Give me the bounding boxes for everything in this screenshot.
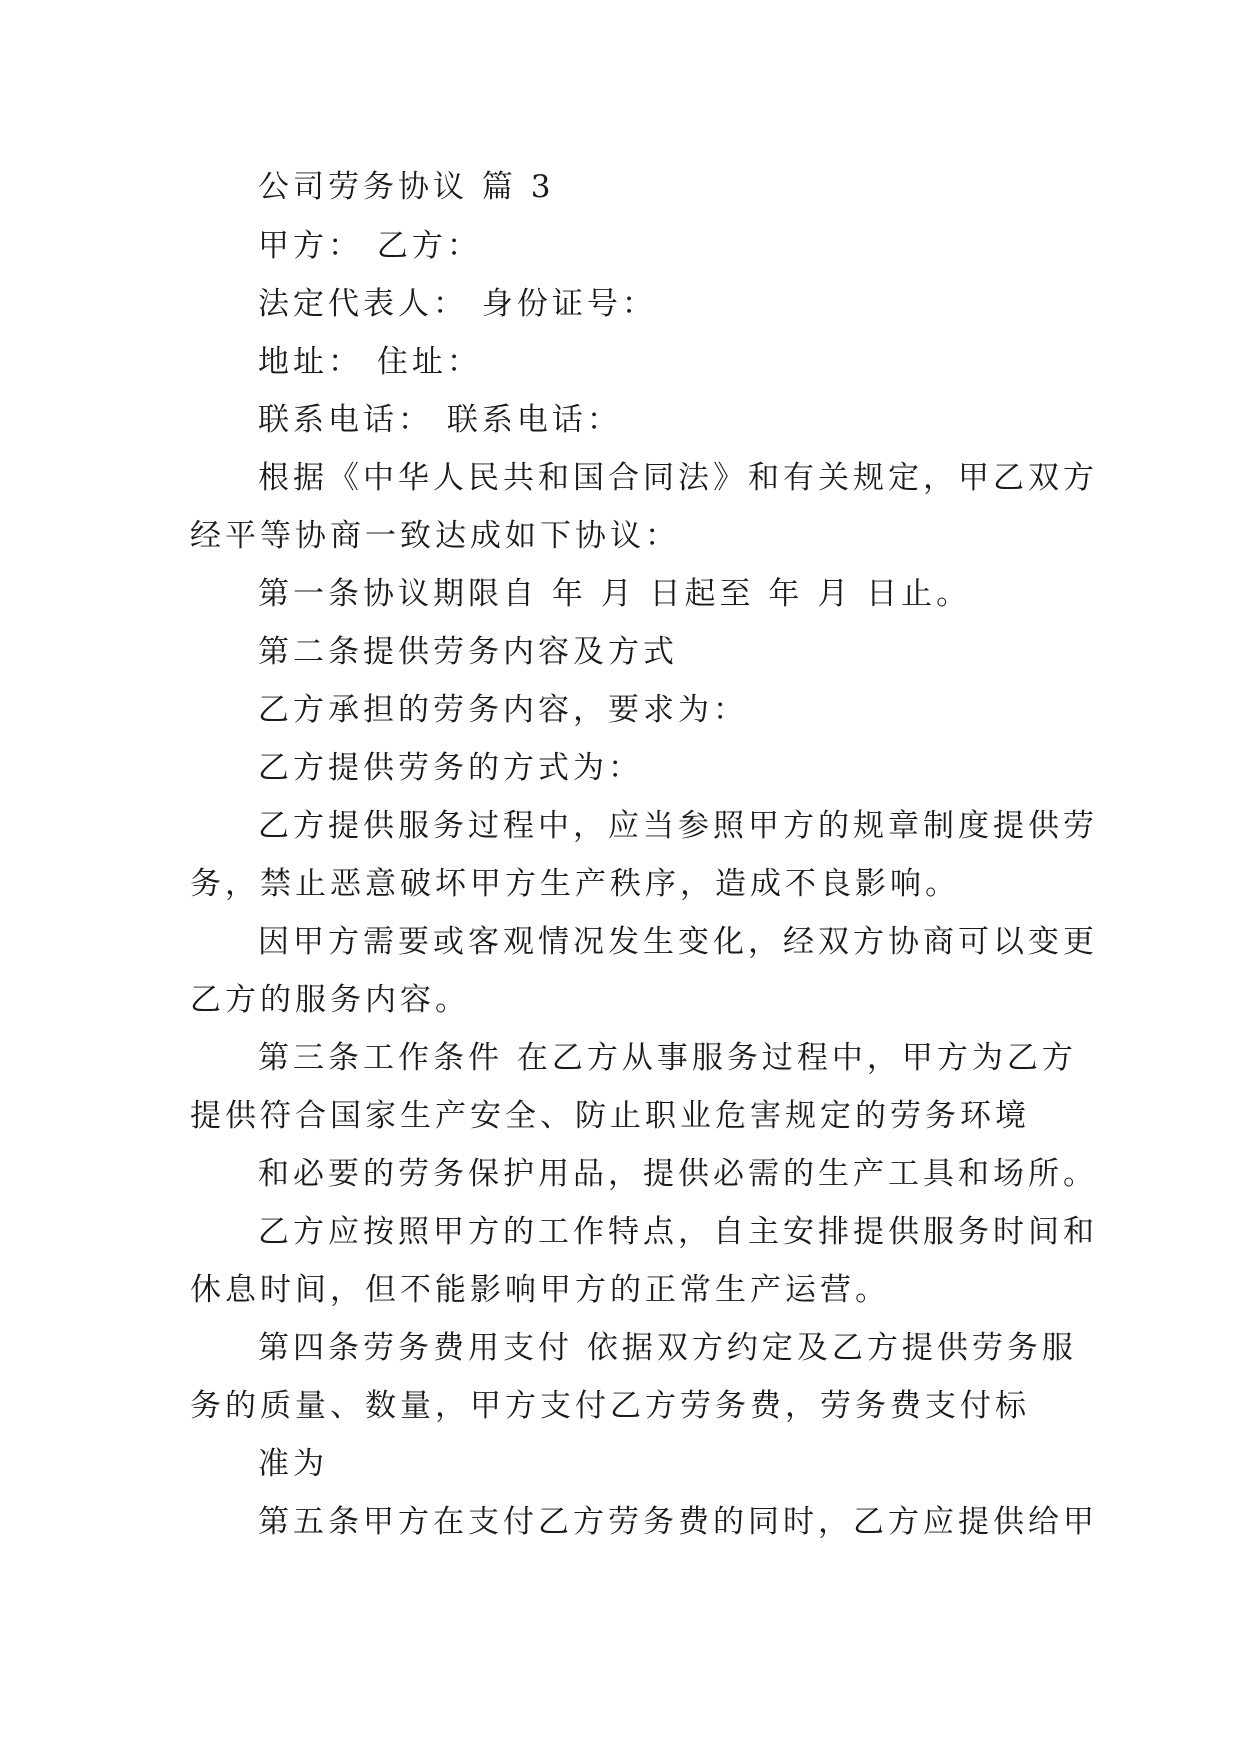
paragraph-line: 务，禁止恶意破坏甲方生产秩序，造成不良影响。 <box>190 866 960 902</box>
article-heading: 第三条工作条件 在乙方从事服务过程中，甲方为乙方 <box>258 1040 1077 1076</box>
article-heading: 第一条协议期限自 年 月 日起至 年 月 日止。 <box>258 576 972 612</box>
paragraph-line: 乙方提供服务过程中，应当参照甲方的规章制度提供劳 <box>258 808 1098 844</box>
paragraph-line: 务的质量、数量，甲方支付乙方劳务费，劳务费支付标 <box>190 1388 1030 1424</box>
representative-line: 法定代表人： 身份证号： <box>258 286 657 322</box>
paragraph-line: 乙方应按照甲方的工作特点，自主安排提供服务时间和 <box>258 1214 1098 1250</box>
paragraph-line: 准为 <box>258 1446 328 1482</box>
paragraph-line: 提供符合国家生产安全、防止职业危害规定的劳务环境 <box>190 1098 1030 1134</box>
address-line: 地址： 住址： <box>258 344 482 380</box>
paragraph-line: 经平等协商一致达成如下协议： <box>190 518 680 554</box>
document-title: 公司劳务协议 篇 3 <box>258 169 555 205</box>
party-names-line: 甲方： 乙方： <box>258 228 482 264</box>
article-heading: 第二条提供劳务内容及方式 <box>258 634 678 670</box>
paragraph-line: 乙方的服务内容。 <box>190 982 470 1018</box>
paragraph-line: 乙方承担的劳务内容，要求为： <box>258 692 748 728</box>
paragraph-line: 因甲方需要或客观情况发生变化，经双方协商可以变更 <box>258 924 1098 960</box>
phone-line: 联系电话： 联系电话： <box>258 402 622 438</box>
paragraph-line: 乙方提供劳务的方式为： <box>258 750 643 786</box>
paragraph-line: 和必要的劳务保护用品，提供必需的生产工具和场所。 <box>258 1156 1098 1192</box>
paragraph-line: 休息时间，但不能影响甲方的正常生产运营。 <box>190 1272 890 1308</box>
article-heading: 第四条劳务费用支付 依据双方约定及乙方提供劳务服 <box>258 1330 1077 1366</box>
paragraph-line: 根据《中华人民共和国合同法》和有关规定，甲乙双方 <box>258 460 1098 496</box>
article-heading: 第五条甲方在支付乙方劳务费的同时，乙方应提供给甲 <box>258 1504 1098 1540</box>
